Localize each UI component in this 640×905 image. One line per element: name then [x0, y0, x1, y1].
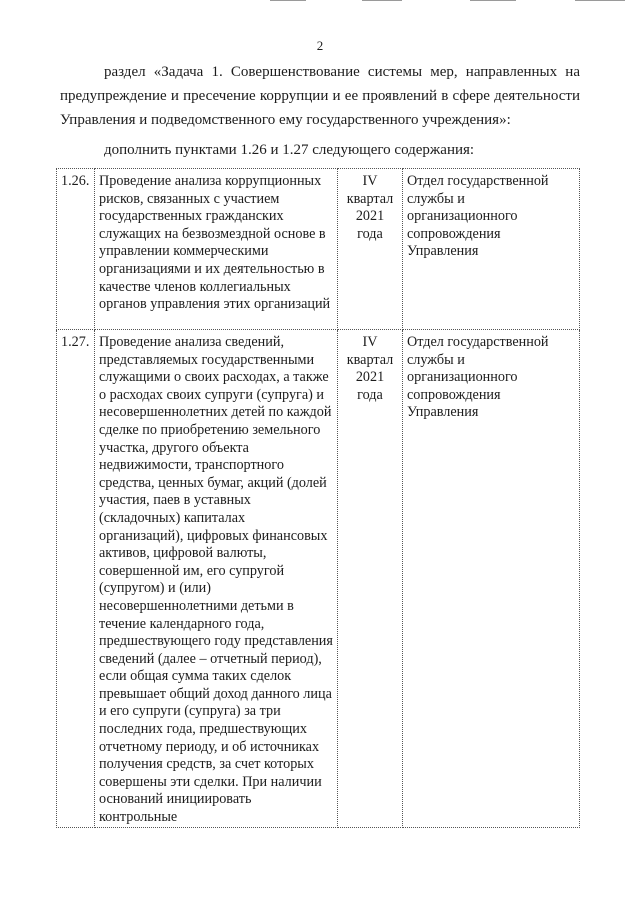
table-row — [57, 169, 580, 330]
intro-paragraph: раздел «Задача 1. Совершенствование системы мер, направленных на предупреждение и пресечение коррупции и ее проявлений в сфере деятельности Управления и подведомственного ему государственного учреждения»: — [60, 64, 580, 128]
term-year: 2021 года — [355, 208, 385, 242]
measures-table — [56, 168, 580, 828]
scan-top-edge — [0, 0, 640, 3]
term-quarter: IV — [362, 173, 378, 189]
page-number: 2 — [316, 38, 324, 53]
term-quarter: IV — [362, 334, 378, 350]
row-number: 1.27. — [57, 330, 95, 828]
row-responsible: Отдел государственной службы и организационного сопровождения Управления — [403, 330, 580, 828]
row-number: 1.26. — [57, 169, 95, 330]
row-measure-text: Проведение анализа сведений, представляемых государственными служащими о своих расходах, а также о расходах своих супруги (супруга) и несовершеннолетних детей по каждой сделке по приобретению земельного участка, другого объекта недвижимости, транспортного средства, ценных бумаг, акций (долей участия, паев в уставных (складочных) капиталах организаций), цифровых финансовых активов, цифровой валюты, совершенной им, его супругой (супругом) и (или) несовершеннолетними детьми в течение календарного года, предшествующего году представления сведений (далее – отчетный период), если общая сумма таких сделок превышает общий доход данного лица и его супруги (супруга) за три последних года, предшествующих отчетному периоду, и об источниках получения средств, за счет которых совершены эти сделки. При наличии оснований инициировать контрольные — [95, 330, 338, 828]
intro-instruction: дополнить пунктами 1.26 и 1.27 следующего содержания: — [104, 142, 475, 158]
table-row — [57, 330, 580, 828]
row-responsible: Отдел государственной службы и организационного сопровождения Управления — [403, 169, 580, 330]
row-term — [338, 330, 403, 828]
term-year: 2021 года — [355, 369, 385, 403]
term-label: квартал — [346, 190, 394, 207]
term-label: квартал — [346, 351, 394, 368]
row-term — [338, 169, 403, 330]
row-measure-text: Проведение анализа коррупционных рисков, связанных с участием государственных гражданских служащих на безвозмездной основе в управлении коммерческими организациями и их деятельностью в качестве членов коллегиальных органов управления этих организаций — [95, 169, 338, 330]
